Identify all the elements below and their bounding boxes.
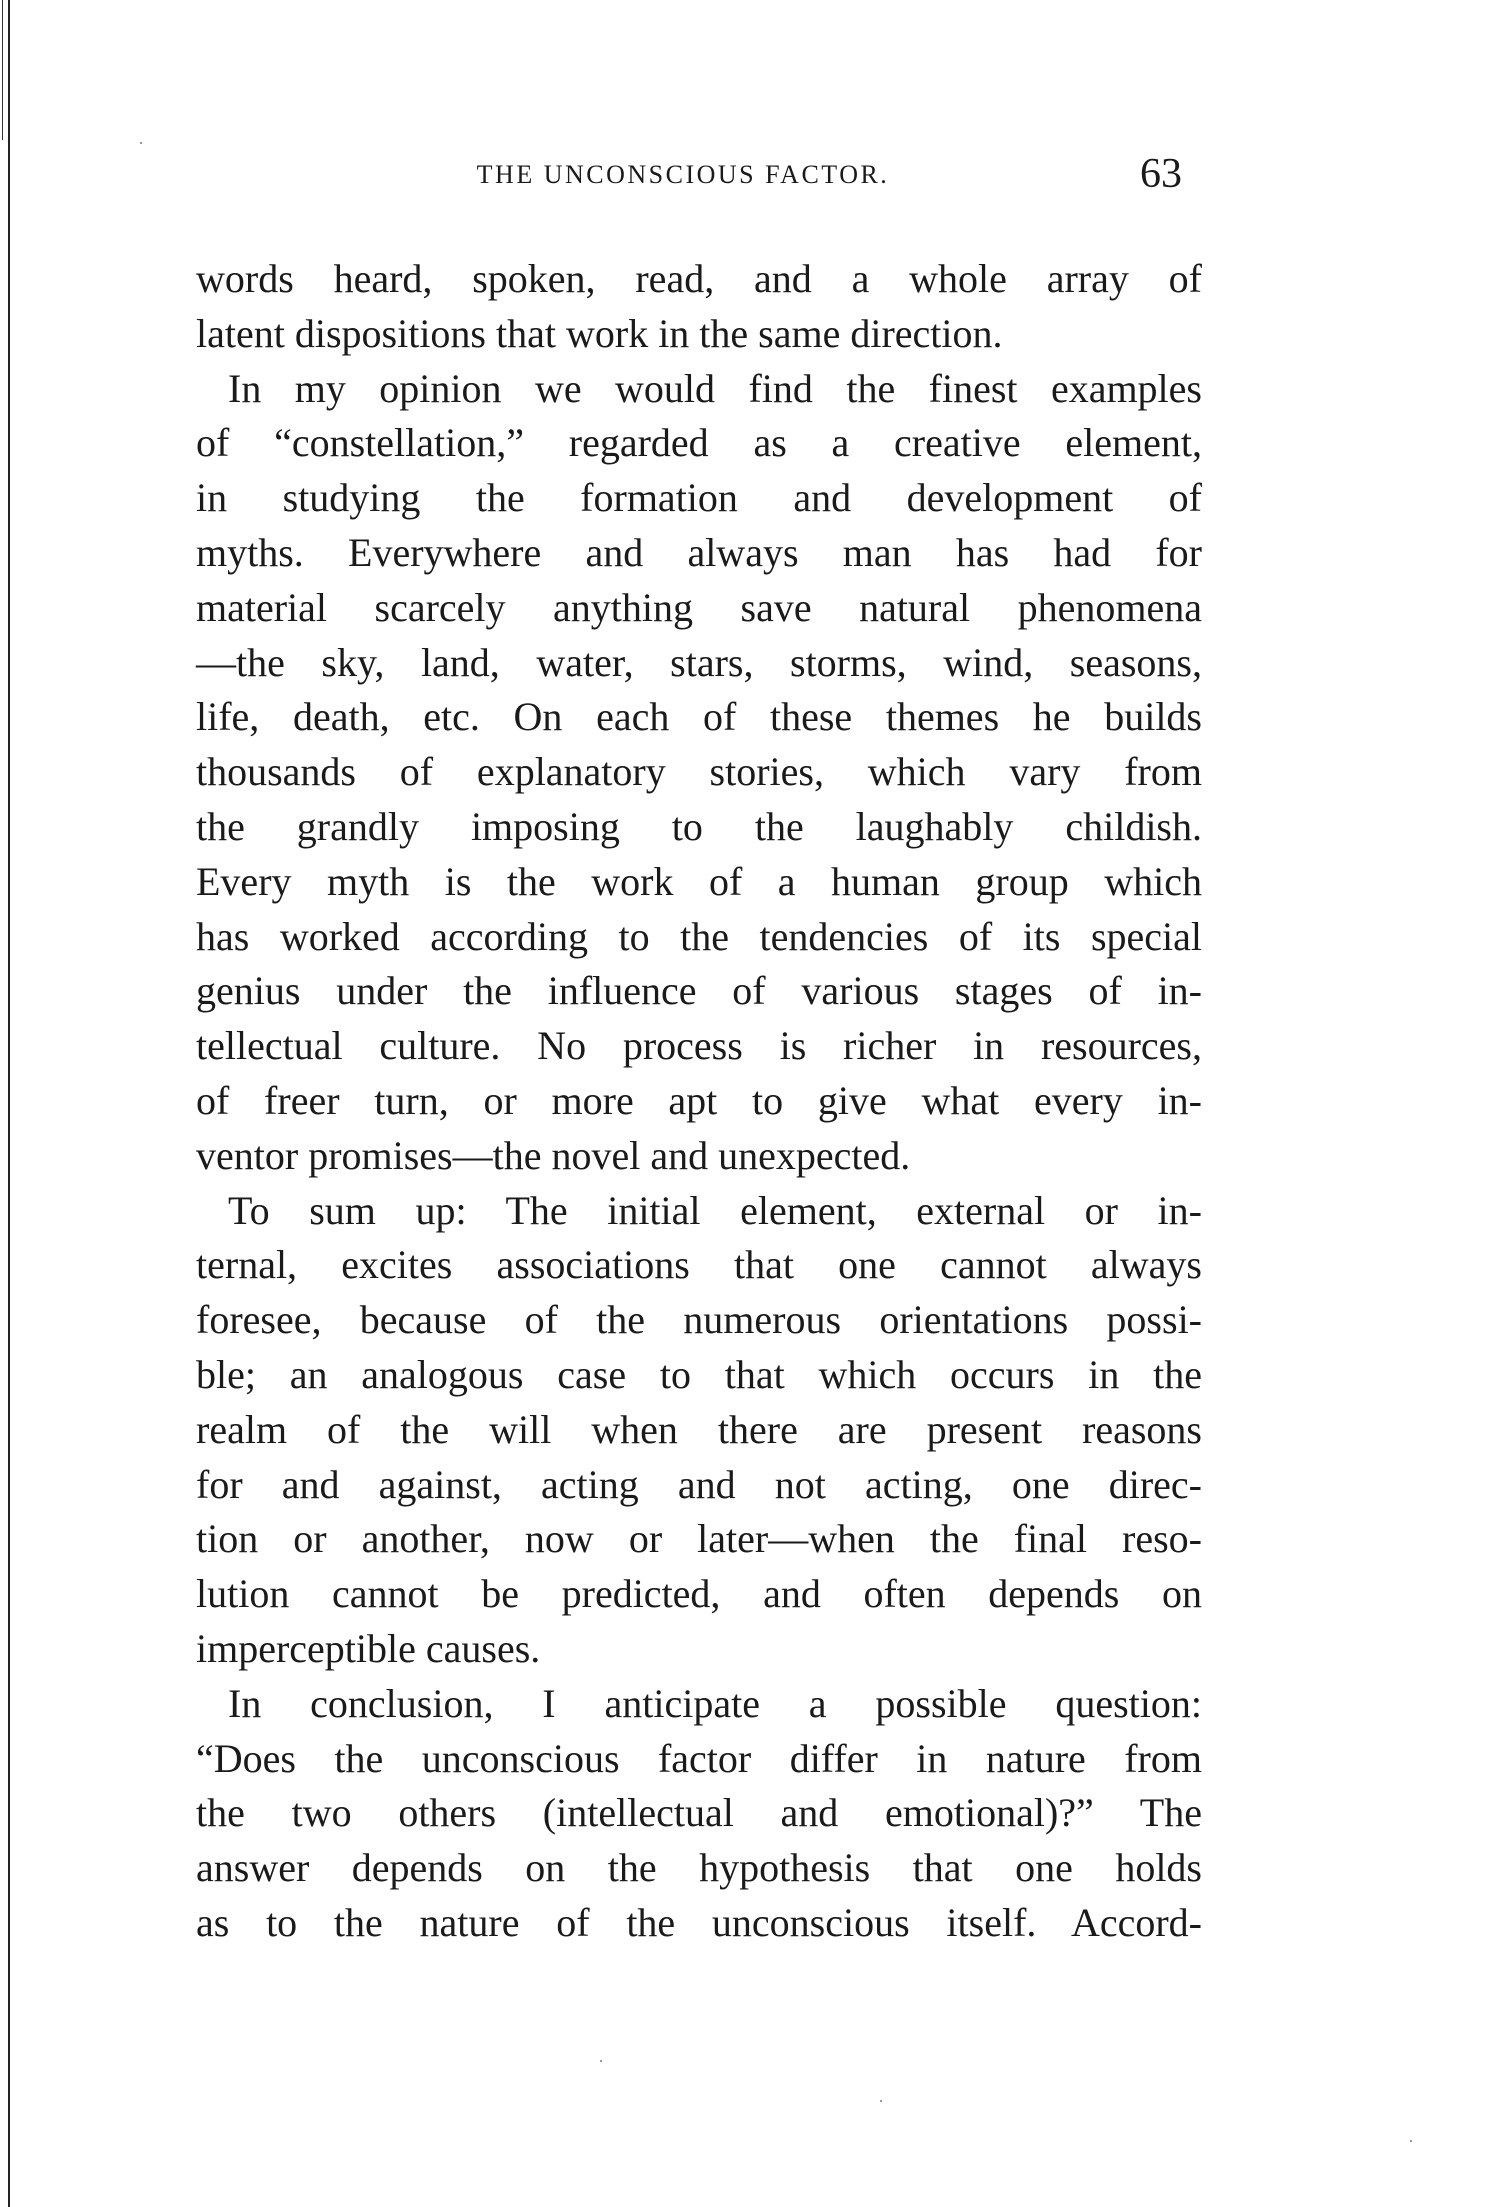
scan-border-line [8,0,10,2207]
text-line: the grandly imposing to the laughably childish. [196,803,1202,849]
text-line: of freer turn, or more apt to give what every in- [196,1077,1202,1123]
text-line: in studying the formation and development of [196,475,1202,521]
text-line: tion or another, now or later—when the final reso- [196,1516,1202,1562]
text-line: “Does the unconscious factor differ in nature from [196,1735,1202,1781]
page-number: 63 [1140,151,1182,197]
text-line: has worked according to the tendencies of its special [196,913,1202,959]
text-line: ternal, excites associations that one cannot always [196,1242,1202,1288]
text-line: answer depends on the hypothesis that one holds [196,1845,1202,1891]
text-line: In my opinion we would find the finest examples [228,365,1202,411]
text-line: To sum up: The initial element, external or in- [228,1187,1202,1233]
scan-border-line [2,0,3,140]
scan-speck [600,2060,602,2062]
paragraph [196,362,1202,1184]
text-line: words heard, spoken, read, and a whole array of [196,256,1202,301]
text-line: lution cannot be predicted, and often depends on [196,1571,1202,1617]
paragraph [196,1184,1202,1677]
scan-speck [1410,2140,1412,2142]
text-line: material scarcely anything save natural phenomena [196,584,1202,630]
running-header-title: THE UNCONSCIOUS FACTOR. [476,160,890,189]
text-line: In conclusion, I anticipate a possible question: [228,1680,1202,1726]
text-line: for and against, acting and not acting, one direc- [196,1461,1202,1507]
paragraph [196,252,1202,362]
scan-speck [880,2100,882,2102]
text-line: realm of the will when there are present reasons [196,1406,1202,1452]
text-line: genius under the influence of various stages of in- [196,968,1202,1014]
text-line: myths. Everywhere and always man has had for [196,529,1202,575]
paragraph [196,1677,1202,1951]
text-line: ble; an analogous case to that which occurs in the [196,1351,1202,1397]
text-line: life, death, etc. On each of these themes he builds [196,694,1202,740]
text-line: imperceptible causes. [196,1625,541,1671]
body-text [196,252,1202,1951]
text-line: ventor promises—the novel and unexpected. [196,1132,911,1178]
text-line: as to the nature of the unconscious itself. Accord- [196,1899,1202,1945]
text-line: foresee, because of the numerous orientations possi- [196,1297,1202,1343]
text-line: of “constellation,” regarded as a creative element, [196,420,1202,466]
text-line: —the sky, land, water, stars, storms, wind, seasons, [196,639,1202,685]
text-line: latent dispositions that work in the same direction. [196,310,1003,356]
text-line: Every myth is the work of a human group which [196,858,1202,904]
text-line: the two others (intellectual and emotional)?” The [196,1790,1202,1836]
scan-speck [140,142,142,144]
text-line: thousands of explanatory stories, which vary from [196,749,1202,795]
text-line: tellectual culture. No process is richer in resources, [196,1023,1202,1069]
